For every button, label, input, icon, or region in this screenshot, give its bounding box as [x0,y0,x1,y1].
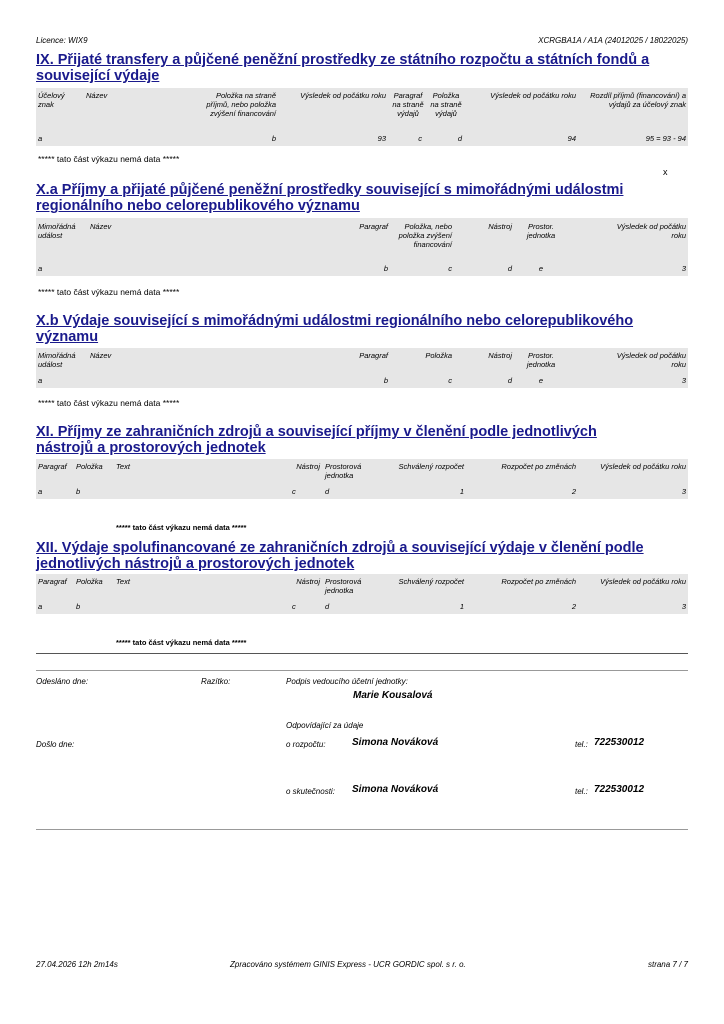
col-vysledek: Výsledek od počátku roku [616,351,686,369]
sent-date-label: Odesláno dne: [36,677,89,686]
divider [36,653,688,654]
section-xi-table-header [36,459,688,499]
col-vysledek: Výsledek od počátku roku [616,222,686,240]
section-xa-title-line1: X.a Příjmy a přijaté půjčené peněžní prostředky související s mimořádnými událostmi [36,182,624,198]
code-e: e [538,264,544,273]
col-prostorova-jednotka: Prostorová jednotka [325,577,362,595]
section-xa-title [36,182,688,214]
divider [36,829,688,830]
section-xii-title [36,540,688,572]
actual-name: Simona Nováková [352,784,439,795]
section-xi-title-line1: XI. Příjmy ze zahraničních zdrojů a související příjmy v členění podle jednotlivých [36,424,597,440]
section-xi-nodata: ***** tato část výkazu nemá data ***** [116,523,247,532]
col-polozka: Položka [425,351,452,360]
head-signature-label: Podpis vedoucího účetní jednotky: [286,677,408,686]
code-b: b [383,264,388,273]
section-xi-title-line2: nástrojů a prostorových jednotek [36,440,266,456]
code-a: a [38,134,43,143]
section-xii-table-header [36,574,688,614]
col-nazev: Název [90,351,112,360]
code-c: c [448,264,452,273]
footer-page: strana 7 / 7 [647,960,688,969]
actual-label: o skutečnosti: [286,787,335,796]
col-polozka-prijmu: Položka na straně příjmů, nebo položka zvýšení financování [206,91,276,118]
col-schvaleny-rozpocet: Schválený rozpočet [398,577,464,586]
section-ix-nodata: ***** tato část výkazu nemá data ***** [38,154,180,164]
licence-label: Licence: WIX9 [36,36,88,45]
footer-system: Zpracováno systémem GINIS Express - UCR GORDIC spol. s r. o. [230,960,466,969]
code-b: b [76,602,81,611]
code-c: c [418,134,422,143]
code-e: e [538,376,544,385]
code-b: b [383,376,388,385]
col-nastroj: Nástroj [488,222,512,231]
col-ucelovy-znak: Účelový znak [38,91,65,109]
section-xb-title-line2: významu [36,329,99,345]
code-d: d [507,264,512,273]
stamp-label: Razítko: [201,677,231,686]
code-d: d [325,487,330,496]
code-3: 3 [681,602,686,611]
code-3: 3 [681,487,686,496]
code-2: 2 [571,487,576,496]
col-schvaleny-rozpocet: Schválený rozpočet [398,462,464,471]
budget-name: Simona Nováková [352,737,439,748]
code-2: 2 [571,602,576,611]
col-paragraf-vydaju: Paragraf na straně výdajů [392,91,424,118]
code-a: a [38,376,43,385]
code-1: 1 [459,602,464,611]
col-nastroj: Nástroj [296,577,320,586]
section-xb-title-line1: X.b Výdaje související s mimořádnými událostmi regionálního nebo celorepublikového [36,313,634,329]
col-polozka: Položka [76,462,103,471]
section-xb-title [36,313,688,345]
col-text: Text [116,462,130,471]
responsible-label: Odpovídající za údaje [286,721,364,730]
section-xii-nodata: ***** tato část výkazu nemá data ***** [116,638,247,647]
code-a: a [38,264,43,273]
section-xb-nodata: ***** tato část výkazu nemá data ***** [38,398,180,408]
col-mimoradna-udalost: Mimořádná událost [38,351,76,369]
section-ix-title [36,52,688,84]
code-3: 3 [681,264,686,273]
col-mimoradna-udalost: Mimořádná událost [38,222,76,240]
col-vysledek: Výsledek od počátku roku [600,462,686,471]
section-ix-table-header [36,88,688,146]
code-d: d [507,376,512,385]
col-paragraf: Paragraf [359,351,388,360]
col-polozka: Položka, nebo položka zvýšení financování [398,222,452,249]
code-c: c [292,487,296,496]
code-d: d [325,602,330,611]
footer-datetime: 27.04.2026 12h 2m14s [36,960,118,969]
actual-tel: 722530012 [594,784,645,795]
section-xb-table-header [36,348,688,388]
col-text: Text [116,577,130,586]
section-xa-title-line2: regionálního nebo celorepublikového významu [36,198,360,214]
section-ix-mark: x [663,167,668,177]
col-nastroj: Nástroj [296,462,320,471]
col-nazev: Název [86,91,108,100]
col-vysledek: Výsledek od počátku roku [600,577,686,586]
code-95: 95 = 93 - 94 [645,134,686,143]
divider [36,670,688,671]
col-polozka-vydaju: Položka na straně výdajů [430,91,462,118]
col-paragraf: Paragraf [38,577,67,586]
col-prostorova-jednotka: Prostorová jednotka [325,462,362,480]
section-ix-title-line2: související výdaje [36,68,160,84]
code-b: b [271,134,276,143]
actual-tel-label: tel.: [575,787,588,796]
code-93: 93 [377,134,386,143]
section-ix-title-line1: IX. Přijaté transfery a půjčené peněžní prostředky ze státního rozpočtu a státních fondů a [36,52,650,68]
col-paragraf: Paragraf [38,462,67,471]
section-xii-title-line1: XII. Výdaje spolufinancované ze zahraničních zdrojů a související výdaje v členění podle [36,540,644,556]
head-name: Marie Kousalová [353,690,433,701]
col-rozpocet-po-zmenach: Rozpočet po změnách [501,462,576,471]
col-rozpocet-po-zmenach: Rozpočet po změnách [501,577,576,586]
col-nazev: Název [90,222,112,231]
col-nastroj: Nástroj [488,351,512,360]
budget-tel-label: tel.: [575,740,588,749]
section-xi-title [36,424,688,456]
section-xii-title-line2: jednotlivých nástrojů a prostorových jednotek [36,556,355,572]
col-prostor-jednotka: Prostor. jednotka [526,222,556,240]
code-94: 94 [567,134,576,143]
col-rozdil: Rozdíl příjmů (financování) a výdajů za účelový znak [590,91,686,109]
code-c: c [292,602,296,611]
section-xa-table-header [36,218,688,276]
report-code: XCRGBA1A / A1A (24012025 / 18022025) [538,36,688,45]
budget-label: o rozpočtu: [286,740,326,749]
col-vysledek-94: Výsledek od počátku roku [490,91,576,100]
col-vysledek-93: Výsledek od počátku roku [300,91,386,100]
col-polozka: Položka [76,577,103,586]
section-xa-nodata: ***** tato část výkazu nemá data ***** [38,287,180,297]
code-a: a [38,487,43,496]
code-c: c [448,376,452,385]
code-b: b [76,487,81,496]
col-paragraf: Paragraf [359,222,388,231]
code-3: 3 [681,376,686,385]
col-prostor-jednotka: Prostor. jednotka [526,351,556,369]
budget-tel: 722530012 [594,737,645,748]
code-1: 1 [459,487,464,496]
received-date-label: Došlo dne: [36,740,75,749]
code-a: a [38,602,43,611]
code-d: d [457,134,462,143]
